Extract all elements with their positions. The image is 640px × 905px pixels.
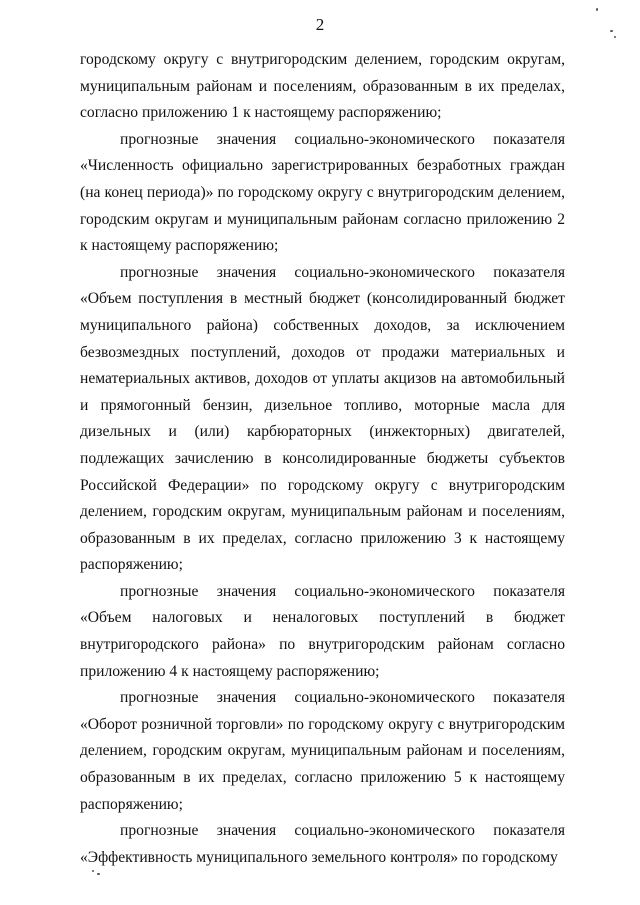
paragraph: прогнозные значения социально-экономического показателя «Эффективность муниципального земельного контроля» по городскому <box>80 822 565 866</box>
document-body <box>80 47 565 871</box>
scan-speck <box>614 36 616 38</box>
paragraph: прогнозные значения социально-экономического показателя «Объем налоговых и неналоговых поступлений в бюджет внутригородского района» по внутригородским районам согласно приложению 4 к настоящему распоряжению; <box>80 582 565 680</box>
page-number: 2 <box>315 15 325 34</box>
scan-speck <box>92 870 94 872</box>
scan-speck <box>610 30 613 32</box>
paragraph: городскому округу с внутригородским делением, городским округам, муниципальным районам и поселениям, образованным в их пределах, согласно приложению 1 к настоящему распоряжению; <box>80 51 565 122</box>
paragraph: прогнозные значения социально-экономического показателя «Оборот розничной торговли» по городскому округу с внутригородским делением, городским округам, муниципальным районам и поселениям, образованным в их пределах, согласно приложению 5 к настоящему распоряжению; <box>80 689 565 813</box>
scan-speck <box>596 8 598 11</box>
scan-speck <box>97 873 100 875</box>
paragraph: прогнозные значения социально-экономического показателя «Объем поступления в местный бюджет (консолидированный бюджет муниципального района) собственных доходов, за исключением безвозмездных поступлений, доходов от продажи материальных и нематериальных активов, доходов от уплаты акцизов на автомобильный и прямогонный бензин, дизельное топливо, моторные масла для дизельных и (или) карбюраторных (инжекторных) двигателей, подлежащих зачислению в консолидированные бюджеты субъектов Российской Федерации» по городскому округу с внутригородским делением, городским округам, муниципальным районам и поселениям, образованным в их пределах, согласно приложению 3 к настоящему распоряжению; <box>80 263 565 574</box>
paragraph: прогнозные значения социально-экономического показателя «Численность официально зарегистрированных безработных граждан (на конец периода)» по городскому округу с внутригородским делением, городским округам и муниципальным районам согласно приложению 2 к настоящему распоряжению; <box>80 130 565 255</box>
